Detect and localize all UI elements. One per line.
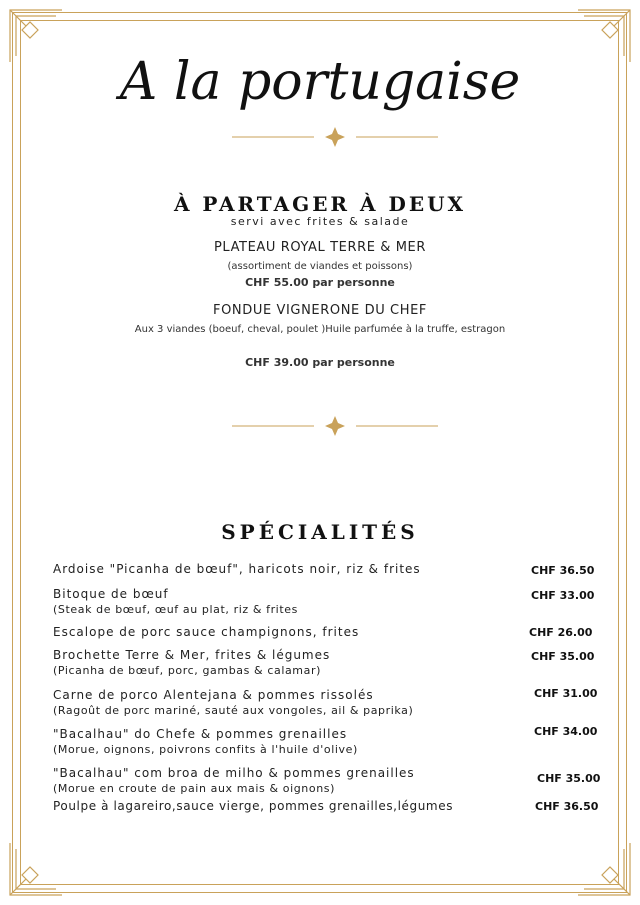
corner-ornament-icon <box>574 839 634 899</box>
menu-item-name: Poulpe à lagareiro,sauce vierge, pommes grenailles,légumes <box>53 799 454 813</box>
menu-item-price: CHF 36.50 <box>531 564 595 577</box>
sharing-item-name: FONDUE VIGNERONE DU CHEF <box>213 303 427 318</box>
menu-item-name: Bitoque de bœuf <box>53 587 169 601</box>
menu-item <box>53 625 593 639</box>
menu-item-name: Ardoise "Picanha de bœuf", haricots noir, riz & frites <box>53 562 421 576</box>
menu-item <box>53 688 593 717</box>
sharing-item-description: Aux 3 viandes (boeuf, cheval, poulet )Huile parfumée à la truffe, estragon <box>134 324 506 335</box>
star-divider-icon <box>0 414 640 438</box>
menu-item-description: (Picanha de bœuf, porc, gambas & calamar) <box>53 664 321 677</box>
menu-item <box>53 766 593 795</box>
menu-item-name: Escalope de porc sauce champignons, frites <box>53 625 360 639</box>
specialites-heading: SPÉCIALITÉS <box>221 520 419 544</box>
sharing-item-description: (assortiment de viandes et poissons) <box>227 261 413 272</box>
menu-item <box>53 587 593 616</box>
menu-item-price: CHF 33.00 <box>531 589 595 602</box>
menu-item-price: CHF 35.00 <box>537 772 601 785</box>
menu-item <box>53 562 593 576</box>
sharing-heading: À PARTAGER À DEUX <box>173 192 467 216</box>
menu-item-price: CHF 26.00 <box>529 626 593 639</box>
menu-item <box>53 648 593 677</box>
menu-item <box>53 727 593 756</box>
menu-item-price: CHF 34.00 <box>534 725 598 738</box>
menu-item-description: (Morue, oignons, poivrons confits à l'huile d'olive) <box>53 743 358 756</box>
menu-item-description: (Steak de bœuf, œuf au plat, riz & frites <box>53 603 298 616</box>
sharing-item-price: CHF 39.00 par personne <box>245 356 395 369</box>
menu-item-price: CHF 31.00 <box>534 687 598 700</box>
star-divider-icon <box>0 125 640 149</box>
menu-item-description: (Ragoût de porc mariné, sauté aux vongoles, ail & paprika) <box>53 704 414 717</box>
menu-item-description: (Morue en croute de pain aux mais & oignons) <box>53 782 336 795</box>
menu-item-name: Carne de porco Alentejana & pommes rissolés <box>53 688 374 702</box>
menu-item-name: "Bacalhau" com broa de milho & pommes grenailles <box>53 766 415 780</box>
menu-item <box>53 799 593 813</box>
sharing-item-price: CHF 55.00 par personne <box>245 276 395 289</box>
corner-ornament-icon <box>6 839 66 899</box>
menu-item-price: CHF 36.50 <box>535 800 599 813</box>
menu-item-name: "Bacalhau" do Chefe & pommes grenailles <box>53 727 348 741</box>
menu-title: A la portugaise <box>119 52 521 112</box>
sharing-subheading: servi avec frites & salade <box>230 215 410 228</box>
sharing-item-name: PLATEAU ROYAL TERRE & MER <box>213 240 426 255</box>
menu-item-name: Brochette Terre & Mer, frites & légumes <box>53 648 331 662</box>
menu-item-price: CHF 35.00 <box>531 650 595 663</box>
